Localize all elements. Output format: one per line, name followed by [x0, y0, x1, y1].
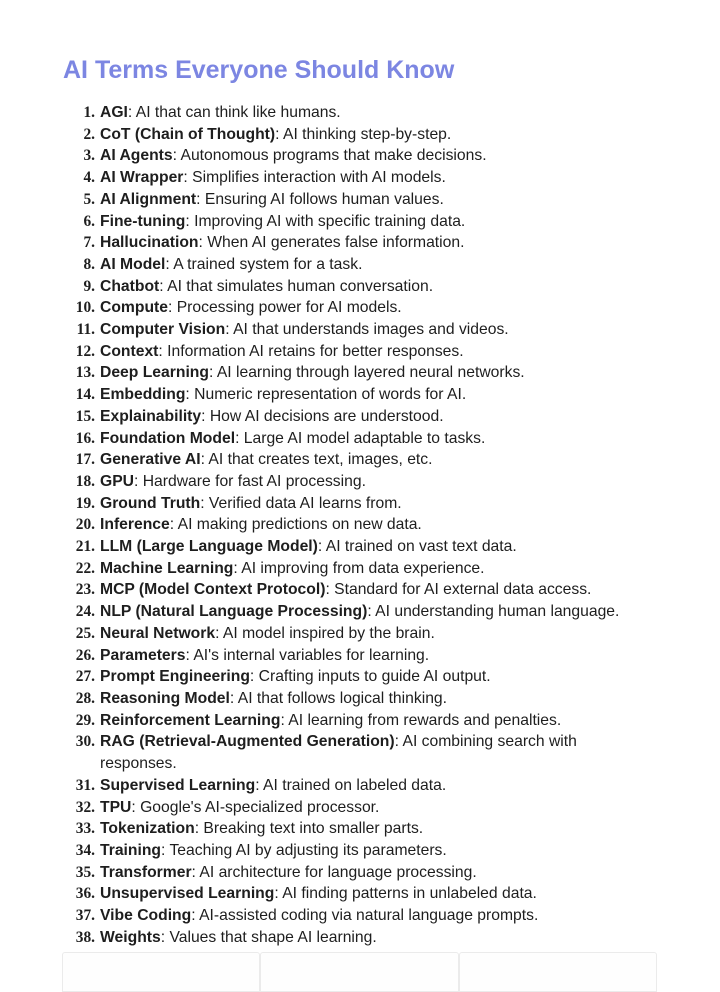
term-definition: : AI that simulates human conversation. — [159, 277, 434, 295]
term-name: TPU — [100, 798, 132, 816]
term-name: Fine-tuning — [100, 212, 186, 230]
term-number: 21. — [75, 538, 95, 556]
term-number: 29. — [75, 711, 95, 729]
term-text — [100, 319, 645, 341]
term-number: 20. — [75, 516, 95, 534]
term-list-item — [61, 883, 645, 905]
term-list-item — [61, 449, 645, 471]
term-number: 23. — [75, 581, 95, 599]
term-text — [100, 862, 645, 884]
term-definition: : AI understanding human language. — [367, 603, 620, 621]
term-name: Compute — [100, 299, 168, 317]
term-list-item — [61, 493, 645, 515]
term-text — [100, 645, 645, 667]
term-name: Context — [100, 342, 159, 360]
term-definition: : Large AI model adaptable to tasks. — [235, 429, 486, 447]
term-list-item — [61, 297, 645, 319]
term-text — [100, 189, 645, 211]
term-name: MCP (Model Context Protocol) — [100, 581, 326, 599]
term-definition: : AI learning through layered neural networks. — [208, 364, 525, 382]
term-definition: : Teaching AI by adjusting its parameters. — [161, 841, 447, 859]
term-list-item — [61, 211, 645, 233]
term-name: LLM (Large Language Model) — [100, 538, 318, 556]
term-definition: : AI learning from rewards and penalties. — [280, 711, 562, 729]
term-definition: : Autonomous programs that make decisions. — [172, 147, 487, 165]
term-definition: : AI making predictions on new data. — [169, 516, 422, 534]
term-list-item — [61, 623, 645, 645]
term-definition: : AI improving from data experience. — [233, 559, 485, 577]
term-definition: : AI's internal variables for learning. — [185, 646, 430, 664]
term-number: 4. — [83, 169, 95, 187]
term-definition: : Google's AI-specialized processor. — [131, 798, 380, 816]
term-name: Reinforcement Learning — [100, 711, 281, 729]
term-name: Computer Vision — [100, 321, 226, 339]
term-text — [100, 883, 645, 905]
term-list-item — [61, 254, 645, 276]
term-name: Hallucination — [100, 234, 199, 252]
term-name: RAG (Retrieval-Augmented Generation) — [100, 733, 395, 751]
term-text — [100, 145, 645, 167]
term-list-item — [61, 471, 645, 493]
term-definition: : Numeric representation of words for AI. — [185, 386, 467, 404]
term-text — [100, 471, 645, 493]
term-name: Parameters — [100, 646, 186, 664]
term-number: 37. — [75, 907, 95, 925]
term-list-item — [61, 731, 645, 774]
term-text — [100, 341, 645, 363]
term-list-item — [61, 406, 645, 428]
term-definition: : Simplifies interaction with AI models. — [183, 169, 446, 187]
term-text — [100, 428, 645, 450]
term-name: Transformer — [100, 863, 192, 881]
term-list-item — [61, 189, 645, 211]
term-number: 9. — [83, 277, 95, 295]
term-number: 25. — [75, 624, 95, 642]
term-text — [100, 124, 645, 146]
term-list-item — [61, 710, 645, 732]
term-name: Embedding — [100, 386, 186, 404]
term-name: Neural Network — [100, 624, 216, 642]
term-definition: : Hardware for fast AI processing. — [134, 472, 366, 490]
term-definition: : AI trained on labeled data. — [255, 776, 447, 794]
term-definition: : Improving AI with specific training data. — [185, 212, 466, 230]
term-list-item — [61, 536, 645, 558]
term-number: 36. — [75, 885, 95, 903]
term-number: 35. — [75, 863, 95, 881]
term-text — [100, 797, 645, 819]
term-number: 33. — [75, 820, 95, 838]
term-name: Ground Truth — [100, 494, 201, 512]
term-number: 10. — [75, 299, 95, 317]
term-text — [100, 514, 645, 536]
term-definition: : AI that creates text, images, etc. — [200, 451, 433, 469]
term-text — [100, 232, 645, 254]
term-list-item — [61, 384, 645, 406]
term-name: Deep Learning — [100, 364, 209, 382]
term-definition: : AI that follows logical thinking. — [229, 689, 448, 707]
term-number: 19. — [75, 494, 95, 512]
term-list-item — [61, 124, 645, 146]
term-list-item — [61, 167, 645, 189]
term-text — [100, 102, 645, 124]
term-number: 34. — [75, 841, 95, 859]
cropped-table — [62, 952, 657, 992]
table-cell — [62, 952, 260, 992]
term-definition: : AI model inspired by the brain. — [215, 624, 435, 642]
term-name: Chatbot — [100, 277, 160, 295]
term-name: AI Wrapper — [100, 169, 184, 187]
term-list-item — [61, 558, 645, 580]
term-name: Unsupervised Learning — [100, 885, 275, 903]
term-number: 13. — [75, 364, 95, 382]
term-list-item — [61, 319, 645, 341]
term-text — [100, 558, 645, 580]
term-definition: : How AI decisions are understood. — [201, 407, 444, 425]
term-number: 12. — [75, 342, 95, 360]
term-list-item — [61, 905, 645, 927]
term-list-item — [61, 688, 645, 710]
term-text — [100, 710, 645, 732]
term-number: 28. — [75, 689, 95, 707]
term-list-item — [61, 601, 645, 623]
term-text — [100, 254, 645, 276]
term-number: 2. — [83, 125, 95, 143]
term-text — [100, 276, 645, 298]
term-number: 5. — [83, 190, 95, 208]
term-text — [100, 840, 645, 862]
term-definition: : Standard for AI external data access. — [325, 581, 592, 599]
term-text — [100, 818, 645, 840]
term-list-item — [61, 818, 645, 840]
term-text — [100, 211, 645, 233]
term-number: 15. — [75, 407, 95, 425]
term-name: Explainability — [100, 407, 202, 425]
term-number: 6. — [83, 212, 95, 230]
term-name: NLP (Natural Language Processing) — [100, 603, 368, 621]
term-number: 26. — [75, 646, 95, 664]
term-list-item — [61, 341, 645, 363]
term-name: Reasoning Model — [100, 689, 230, 707]
page-title: AI Terms Everyone Should Know — [63, 56, 455, 84]
term-text — [100, 601, 645, 623]
term-name: AGI — [100, 104, 128, 121]
term-text — [100, 536, 645, 558]
term-text — [100, 731, 645, 774]
term-name: Tokenization — [100, 820, 195, 838]
term-number: 31. — [75, 776, 95, 794]
term-definition: : Values that shape AI learning. — [160, 928, 377, 946]
term-text — [100, 449, 645, 471]
term-definition: : Ensuring AI follows human values. — [196, 190, 444, 208]
term-name: Weights — [100, 928, 161, 946]
term-text — [100, 362, 645, 384]
term-list-item — [61, 232, 645, 254]
term-list-item — [61, 579, 645, 601]
term-name: Prompt Engineering — [100, 668, 250, 686]
term-number: 7. — [83, 234, 95, 252]
term-number: 14. — [75, 386, 95, 404]
term-list-item — [61, 276, 645, 298]
term-number: 30. — [75, 733, 95, 751]
term-name: AI Alignment — [100, 190, 197, 208]
term-definition: : AI that can think like humans. — [127, 104, 341, 121]
term-number: 3. — [83, 147, 95, 165]
term-list-item — [61, 927, 645, 949]
table-cell — [459, 952, 657, 992]
term-list-item — [61, 514, 645, 536]
term-number: 38. — [75, 928, 95, 946]
term-text — [100, 688, 645, 710]
term-list-item — [61, 145, 645, 167]
term-list-item — [61, 362, 645, 384]
term-definition: : When AI generates false information. — [198, 234, 465, 252]
term-name: Inference — [100, 516, 170, 534]
term-definition: : AI architecture for language processing. — [191, 863, 477, 881]
term-list-item — [61, 862, 645, 884]
term-text — [100, 927, 645, 949]
term-name: AI Agents — [100, 147, 173, 165]
term-definition: : Crafting inputs to guide AI output. — [249, 668, 491, 686]
term-definition: : AI thinking step-by-step. — [275, 125, 452, 143]
term-list-item — [61, 645, 645, 667]
terms-list — [61, 102, 645, 948]
term-list-item — [61, 775, 645, 797]
term-definition: : AI combining search with responses. — [100, 733, 577, 773]
term-definition: : AI that understands images and videos. — [225, 321, 509, 339]
term-name: GPU — [100, 472, 134, 490]
term-name: Generative AI — [100, 451, 201, 469]
term-name: CoT (Chain of Thought) — [100, 125, 276, 143]
term-number: 27. — [75, 668, 95, 686]
term-list-item — [61, 797, 645, 819]
term-text — [100, 297, 645, 319]
term-name: AI Model — [100, 255, 166, 273]
term-definition: : Breaking text into smaller parts. — [194, 820, 424, 838]
term-list-item — [61, 102, 645, 124]
term-number: 24. — [75, 603, 95, 621]
term-number: 18. — [75, 472, 95, 490]
term-number: 16. — [75, 429, 95, 447]
term-name: Vibe Coding — [100, 907, 192, 925]
term-definition: : AI-assisted coding via natural language prompts. — [191, 907, 539, 925]
term-list-item — [61, 428, 645, 450]
term-number: 1. — [83, 104, 95, 121]
term-text — [100, 493, 645, 515]
table-cell — [260, 952, 458, 992]
term-number: 17. — [75, 451, 95, 469]
term-text — [100, 623, 645, 645]
term-definition: : AI trained on vast text data. — [317, 538, 517, 556]
term-text — [100, 579, 645, 601]
term-list-item — [61, 666, 645, 688]
term-text — [100, 167, 645, 189]
term-text — [100, 775, 645, 797]
term-name: Machine Learning — [100, 559, 234, 577]
term-number: 8. — [83, 255, 95, 273]
term-text — [100, 905, 645, 927]
term-text — [100, 406, 645, 428]
term-text — [100, 666, 645, 688]
term-text — [100, 384, 645, 406]
term-number: 11. — [76, 321, 95, 339]
term-definition: : Information AI retains for better responses. — [158, 342, 464, 360]
term-number: 32. — [75, 798, 95, 816]
term-definition: : Verified data AI learns from. — [200, 494, 402, 512]
term-definition: : AI finding patterns in unlabeled data. — [274, 885, 537, 903]
term-list-item — [61, 840, 645, 862]
term-name: Foundation Model — [100, 429, 236, 447]
term-number: 22. — [75, 559, 95, 577]
term-definition: : A trained system for a task. — [165, 255, 363, 273]
term-definition: : Processing power for AI models. — [167, 299, 402, 317]
term-name: Supervised Learning — [100, 776, 256, 794]
term-name: Training — [100, 841, 162, 859]
